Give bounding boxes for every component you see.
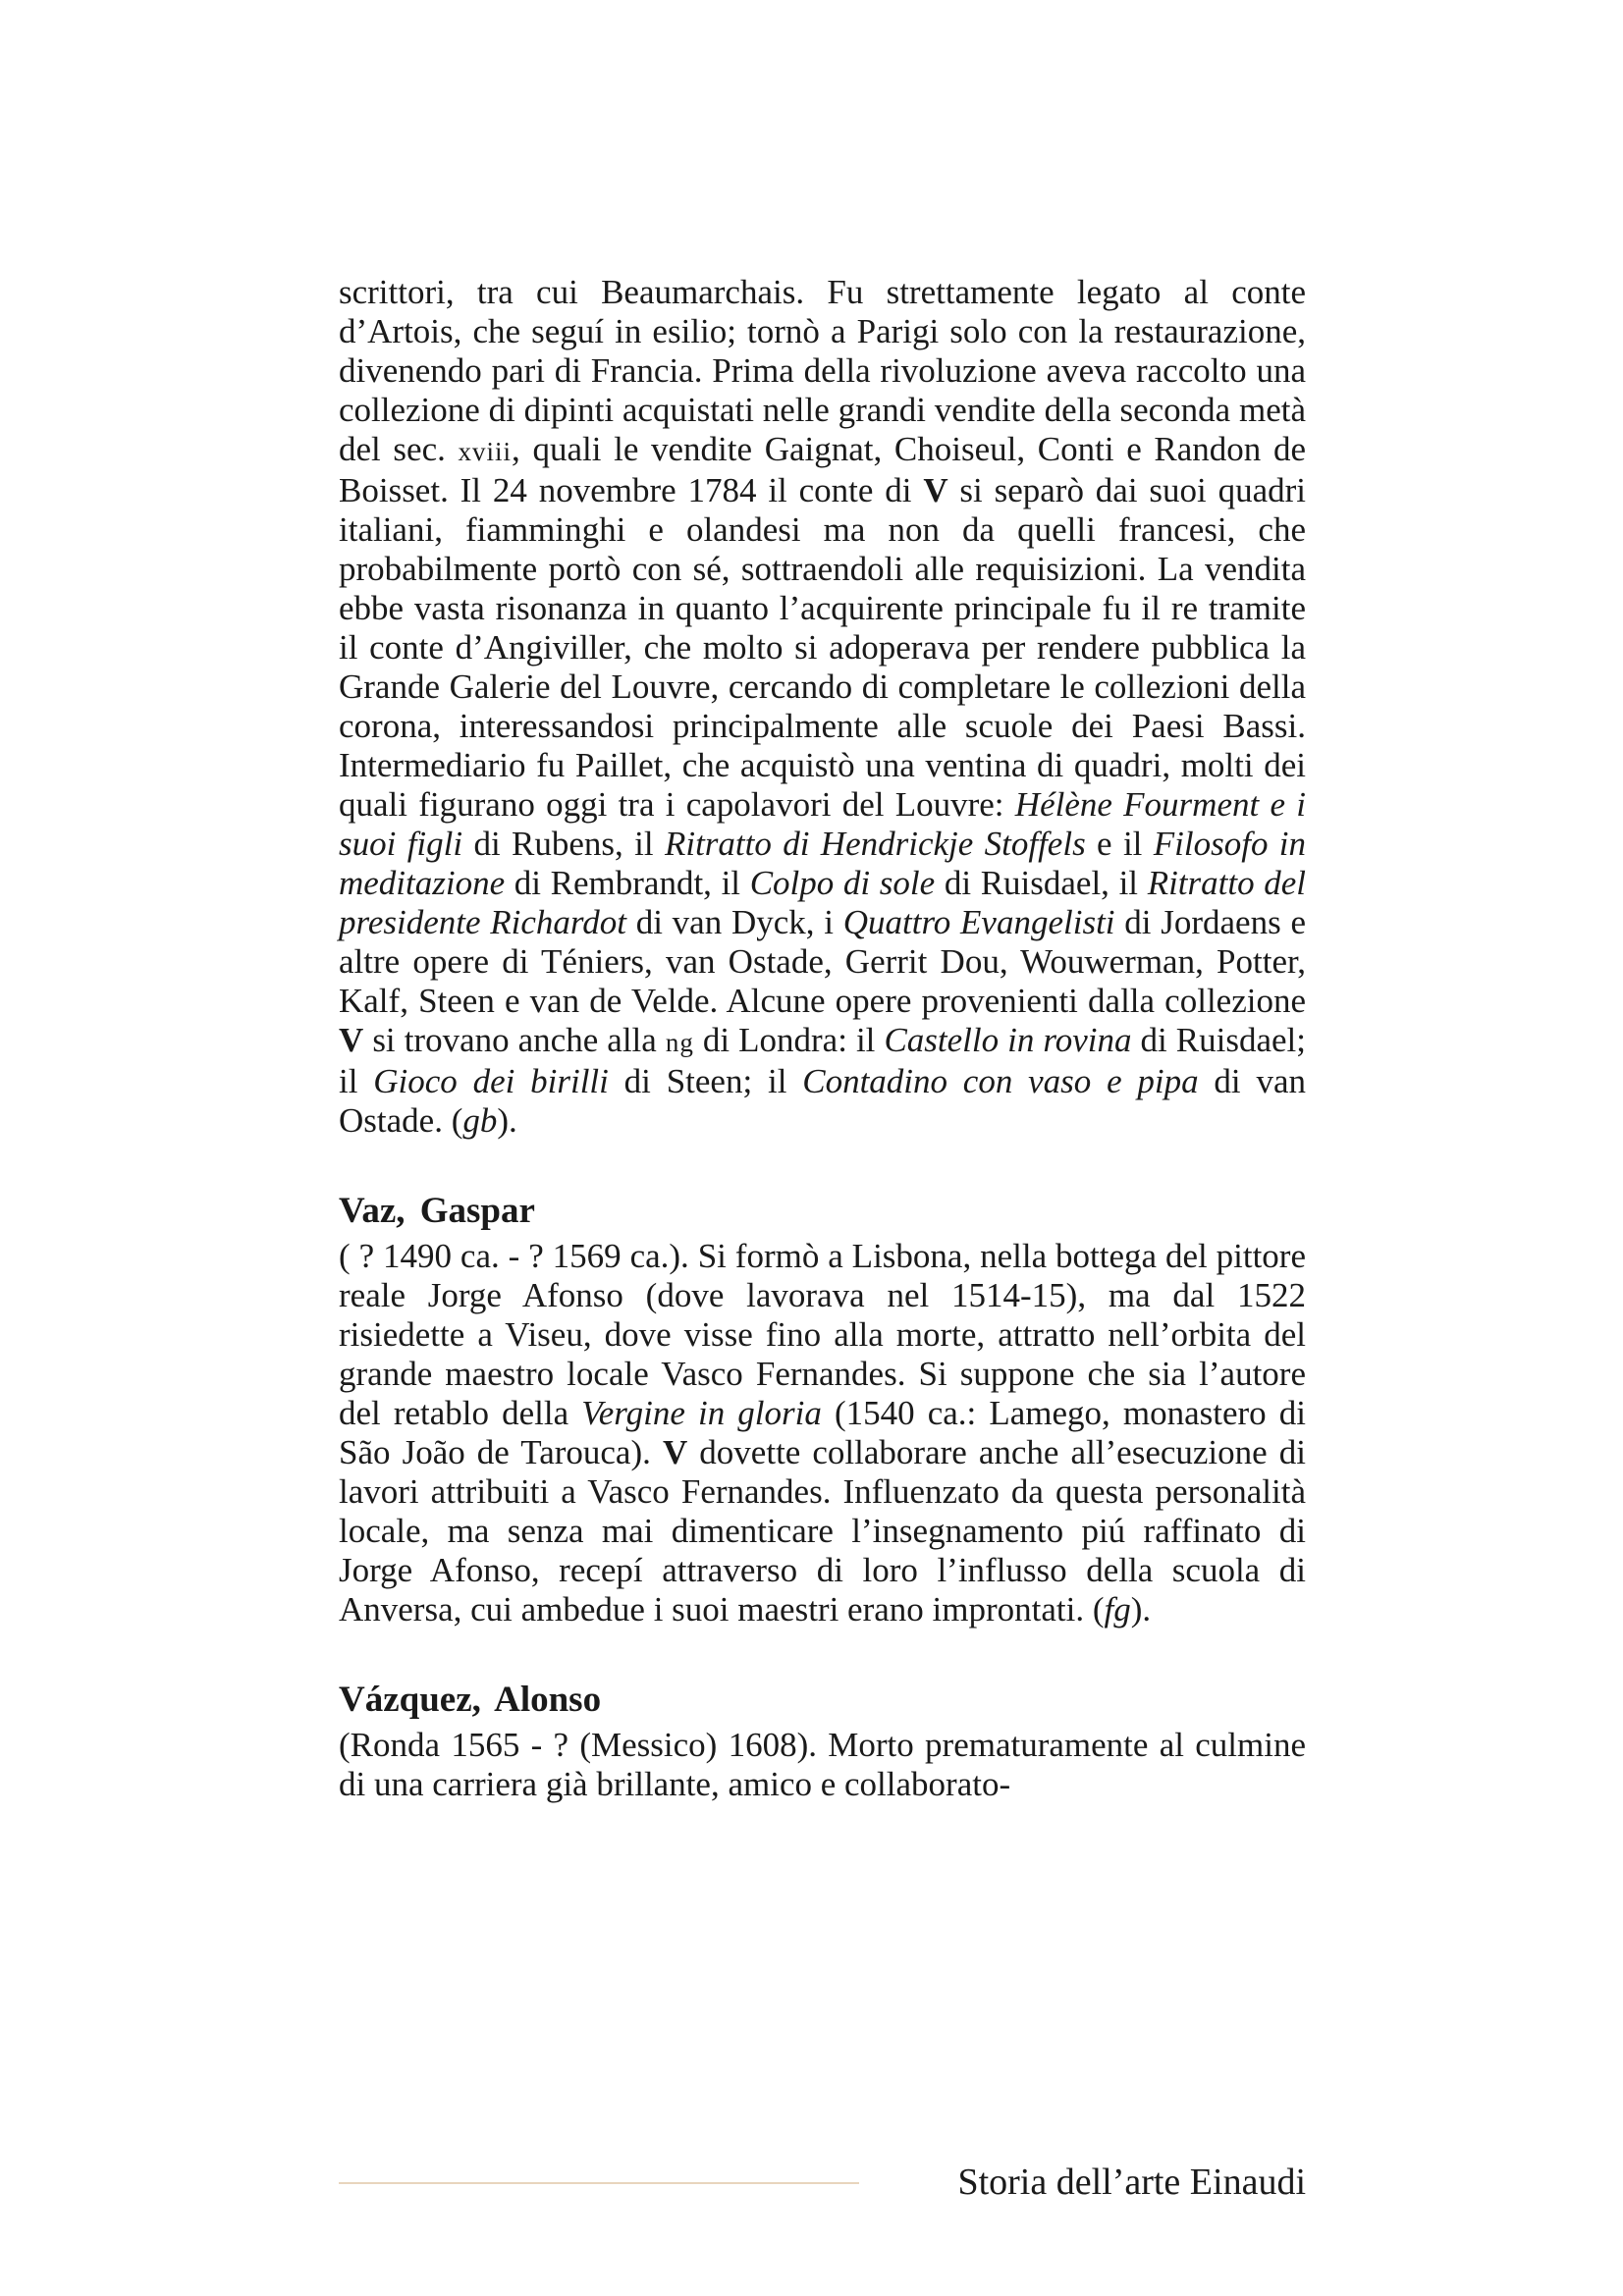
italic-run: fg [1104, 1590, 1131, 1629]
italic-run: Castello in rovina [884, 1021, 1132, 1059]
entry-body [339, 1237, 1306, 1629]
text-run: ( ? 1490 ca. - ? 1569 ca.). Si formò a Lisbona, nella bottega del pittore reale Jorge Afonso (dove lavorava nel 1514-15), ma dal 1522 risiedette a Viseu, dove visse fino alla morte, attratto nell’orbita del grande maestro locale Vasco Fernandes. Si suppone che sia l’autore del retablo della [339, 1237, 1306, 1432]
smallcaps-run: ng [665, 1028, 694, 1057]
entry-body [339, 273, 1306, 1141]
italic-run: Quattro Evangelisti [842, 903, 1115, 941]
entry-title: Vázquez, Alonso [339, 1680, 602, 1720]
text-run: (Ronda 1565 - ? (Messico) 1608). Morto prematuramente al culmine di una carriera già brillante, amico e collaborato- [339, 1726, 1306, 1803]
text-run: dovette collaborare anche all’esecuzione di lavori attribuiti a Vasco Fernandes. Influenzato da questa personalità locale, ma senza mai dimenticare l’insegnamento piú raffinato di Jorge Afonso, recepí attraverso di loro l’influsso della scuola di Anversa, cui ambedue i suoi maestri erano improntati. ( [339, 1433, 1306, 1629]
bold-run: V [662, 1433, 688, 1471]
text-run: di Ruisdael; il [339, 1021, 1306, 1100]
text-run: si trovano anche alla [363, 1021, 666, 1059]
footer-publisher: Storia dell’arte Einaudi [957, 2162, 1306, 2203]
text-run: e il [1085, 825, 1154, 863]
text-run: ). [1130, 1590, 1152, 1629]
text-column [339, 273, 1306, 1804]
entry-body [339, 1726, 1306, 1804]
entry-title: Vaz, Gaspar [339, 1191, 535, 1231]
text-run: di Londra: il [693, 1021, 885, 1059]
text-run: scrittori, tra cui Beaumarchais. Fu strettamente legato al conte d’Artois, che seguí in esilio; tornò a Parigi solo con la restaurazione, divenendo pari di Francia. Prima della rivoluzione aveva raccolto una collezione di dipinti acquistati nelle grandi vendite della seconda metà del sec. [339, 273, 1306, 468]
text-run: di Rubens, il [462, 825, 665, 863]
bold-run: V [923, 471, 948, 509]
footer-rule [339, 2182, 859, 2184]
italic-run: Ritratto del presidente Richardot [339, 864, 1306, 941]
text-run: si separò dai suoi quadri italiani, fiamminghi e olandesi ma non da quelli francesi, che probabilmente portò con sé, sottraendoli alle requisizioni. La vendita ebbe vasta risonanza in quanto l’acquirente principale fu il re tramite il conte d’Angiviller, che molto si adoperava per rendere pubblica la Grande Galerie del Louvre, cercando di completare le collezioni della corona, interessandosi principalmente alle scuole dei Paesi Bassi. Intermediario fu Paillet, che acquistò una ventina di quadri, molti dei quali figurano oggi tra i capolavori del Louvre: [339, 471, 1306, 824]
smallcaps-run: xviii [458, 437, 513, 466]
italic-run: Ritratto di Hendrickje Stoffels [664, 825, 1086, 863]
text-run: , quali le vendite Gaignat, Choiseul, Conti e Randon de Boisset. Il 24 novembre 1784 il conte di [339, 430, 1306, 509]
text-run: di Ruisdael, il [935, 864, 1148, 902]
italic-run: Hélène Fourment e i suoi figli [339, 785, 1306, 863]
italic-run: Colpo di sole [749, 864, 936, 902]
italic-run: Filosofo in meditazione [339, 825, 1307, 902]
italic-run: Gioco dei birilli [373, 1062, 609, 1100]
text-run: di van Dyck, i [625, 903, 843, 941]
italic-run: Contadino con vaso e pipa [802, 1062, 1199, 1100]
text-run: (1540 ca.: Lamego, monastero di São João de Tarouca). [339, 1394, 1306, 1471]
italic-run: gb [462, 1101, 498, 1140]
text-run: di Rembrandt, il [505, 864, 750, 902]
italic-run: Vergine in gloria [581, 1394, 822, 1432]
bold-run: V [339, 1021, 364, 1059]
text-run: ). [497, 1101, 517, 1140]
text-run: di van Ostade. ( [339, 1062, 1306, 1140]
text-run: di Steen; il [608, 1062, 803, 1100]
text-run: di Jordaens e altre opere di Téniers, van Ostade, Gerrit Dou, Wouwerman, Potter, Kalf, Steen e van de Velde. Alcune opere provenienti dalla collezione [339, 903, 1306, 1020]
